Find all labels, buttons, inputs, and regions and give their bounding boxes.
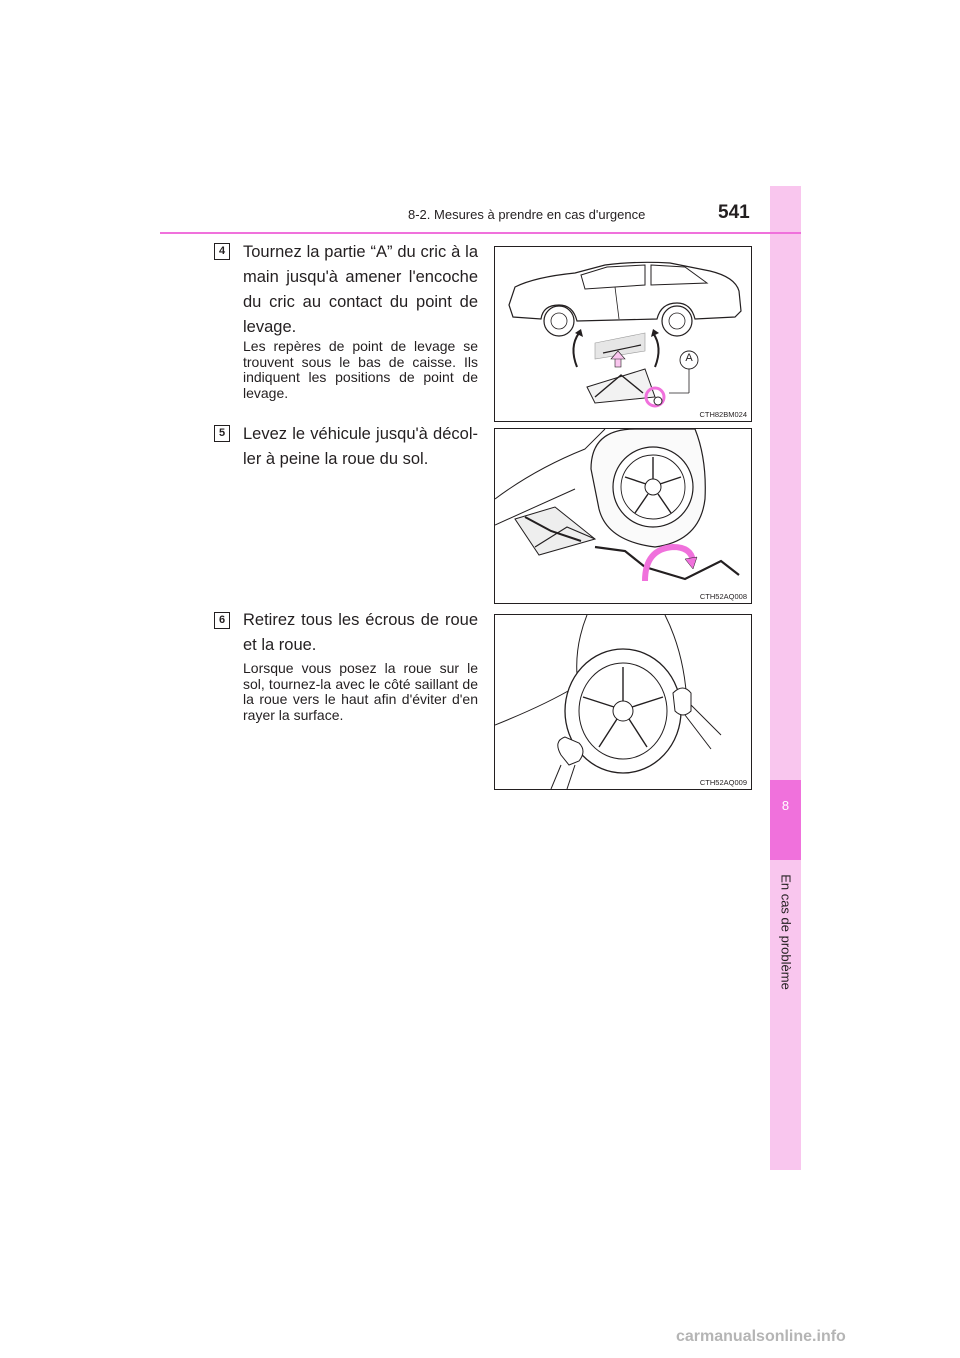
step-number-badge: 5 (214, 425, 230, 442)
section-title: 8-2. Mesures à prendre en cas d'urgence (408, 207, 646, 222)
step-note: Lorsque vous posez la roue sur le sol, tournez-la avec le côté saillant de la roue vers le haut afin d'éviter d'en rayer la surface. (243, 660, 478, 723)
header-rule (160, 232, 801, 234)
step-note: Les repères de point de levage se trouvent sous le bas de caisse. Ils indiquent les positions de point de levage. (243, 338, 478, 401)
step-instruction: Tournez la partie “A” du cric à la main jusqu'à amener l'encoche du cric au contact du point de levage. (243, 243, 478, 336)
chapter-number: 8 (781, 798, 790, 813)
chapter-side-tab (770, 186, 801, 1170)
chapter-tab-highlight (770, 780, 801, 860)
step-instruction: Levez le véhicule jusqu'à décol-ler à peine la roue du sol. (243, 425, 478, 468)
step-number-badge: 4 (214, 243, 230, 260)
part-a-label: A (685, 352, 693, 364)
step-instruction: Retirez tous les écrous de roue et la roue. (243, 611, 478, 654)
jack-and-wheel-illustration (495, 429, 751, 603)
step-number-badge: 6 (214, 612, 230, 629)
chapter-title: En cas de problème (778, 874, 794, 990)
figure-code: CTH52AQ009 (699, 778, 747, 787)
figure-code: CTH82BM024 (699, 410, 747, 419)
figure-code: CTH52AQ008 (699, 592, 747, 601)
watermark: carmanualsonline.info (676, 1328, 846, 1345)
jack-raise-figure (494, 428, 752, 604)
car-and-jack-illustration (495, 247, 751, 421)
wheel-removal-illustration (495, 615, 751, 789)
wheel-removal-figure (494, 614, 752, 790)
page-number: 541 (718, 202, 750, 223)
jack-rotation-figure (494, 246, 752, 422)
